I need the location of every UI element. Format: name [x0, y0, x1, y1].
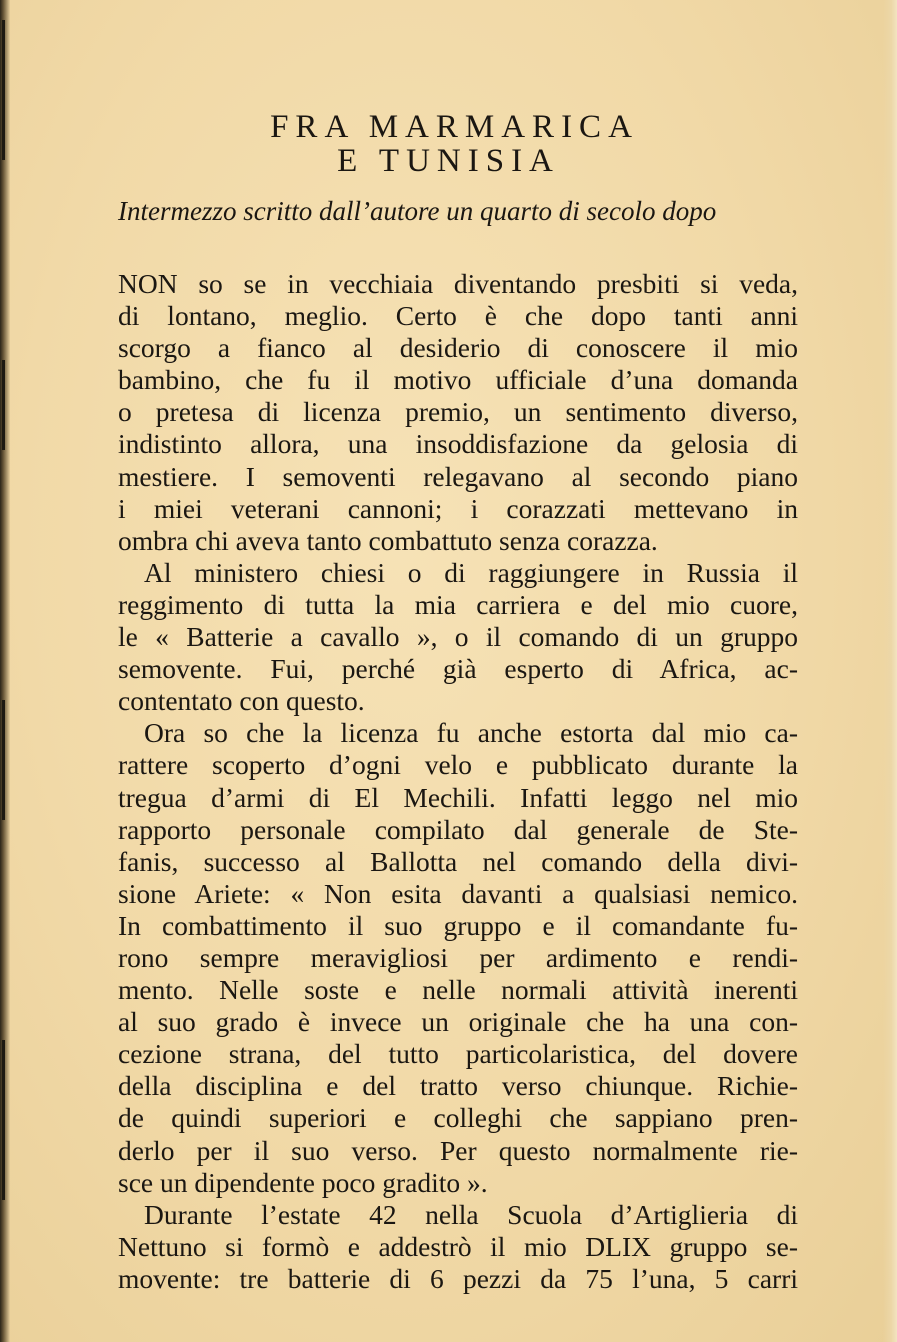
- text-line: Durante l’estate 42 nella Scuola d’Artiglieria di: [144, 1198, 798, 1230]
- page-edge: [883, 0, 897, 1342]
- text-line: ombra chi aveva tanto combattuto senza corazza.: [118, 524, 658, 556]
- text-line: rapporto personale compilato dal generale de Ste-: [118, 813, 798, 845]
- text-line: mestiere. I semoventi relegavano al secondo piano: [118, 460, 798, 492]
- text-line: Al ministero chiesi o di raggiungere in Russia il: [144, 556, 798, 588]
- text-line: In combattimento il suo gruppo e il comandante fu-: [118, 909, 798, 941]
- chapter-title-line-2: E TUNISIA: [337, 143, 560, 179]
- chapter-title: [0, 110, 897, 178]
- text-line: al suo grado è invece un originale che ha una con-: [118, 1006, 798, 1038]
- text-line: mento. Nelle soste e nelle normali attività inerenti: [118, 974, 798, 1006]
- text-line: di lontano, meglio. Certo è che dopo tanti anni: [118, 300, 798, 332]
- text-line: i miei veterani cannoni; i corazzati mettevano in: [118, 492, 798, 524]
- text-line: della disciplina e del tratto verso chiunque. Richie-: [118, 1070, 798, 1102]
- text-line: tregua d’armi di El Mechili. Infatti leggo nel mio: [118, 781, 798, 813]
- text-line: sce un dipendente poco gradito ».: [118, 1166, 488, 1198]
- text-line: scorgo a fianco al desiderio di conoscere il mio: [118, 332, 798, 364]
- text-line: sione Ariete: « Non esita davanti a qualsiasi nemico.: [118, 877, 798, 909]
- chapter-title-line-1: FRA MARMARICA: [270, 109, 639, 145]
- text-line: indistinto allora, una insoddisfazione da gelosia di: [118, 428, 798, 460]
- body-text: [118, 268, 798, 1295]
- text-line: reggimento di tutta la mia carriera e del mio cuore,: [118, 588, 798, 620]
- text-line: o pretesa di licenza premio, un sentimento diverso,: [118, 396, 798, 428]
- text-line: Ora so che la licenza fu anche estorta dal mio ca-: [144, 717, 798, 749]
- text-line: rono sempre meravigliosi per ardimento e rendi-: [118, 941, 798, 973]
- spine-mark: [2, 700, 5, 820]
- chapter-subtitle: Intermezzo scritto dall’autore un quarto di secolo dopo: [118, 196, 717, 226]
- book-spine-shadow: [0, 0, 10, 1342]
- text-line: semovente. Fui, perché già esperto di Africa, ac-: [118, 653, 798, 685]
- text-line: derlo per il suo verso. Per questo normalmente rie-: [118, 1134, 798, 1166]
- text-line: movente: tre batterie di 6 pezzi da 75 l’una, 5 carri: [118, 1262, 798, 1294]
- spine-mark: [2, 360, 5, 450]
- text-line: rattere scoperto d’ogni velo e pubblicato durante la: [118, 749, 798, 781]
- text-line: fanis, successo al Ballotta nel comando della divi-: [118, 845, 798, 877]
- text-line: NON so se in vecchiaia diventando presbiti si veda,: [118, 268, 798, 299]
- text-line: Nettuno si formò e addestrò il mio DLIX gruppo se-: [118, 1230, 798, 1262]
- text-line: contentato con questo.: [118, 685, 365, 717]
- spine-mark: [2, 1040, 5, 1200]
- text-line: bambino, che fu il motivo ufficiale d’una domanda: [118, 364, 798, 396]
- text-line: le « Batterie a cavallo », o il comando di un gruppo: [118, 621, 798, 653]
- text-line: cezione strana, del tutto particolaristica, del dovere: [118, 1038, 798, 1070]
- text-line: de quindi superiori e colleghi che sappiano pren-: [118, 1102, 798, 1134]
